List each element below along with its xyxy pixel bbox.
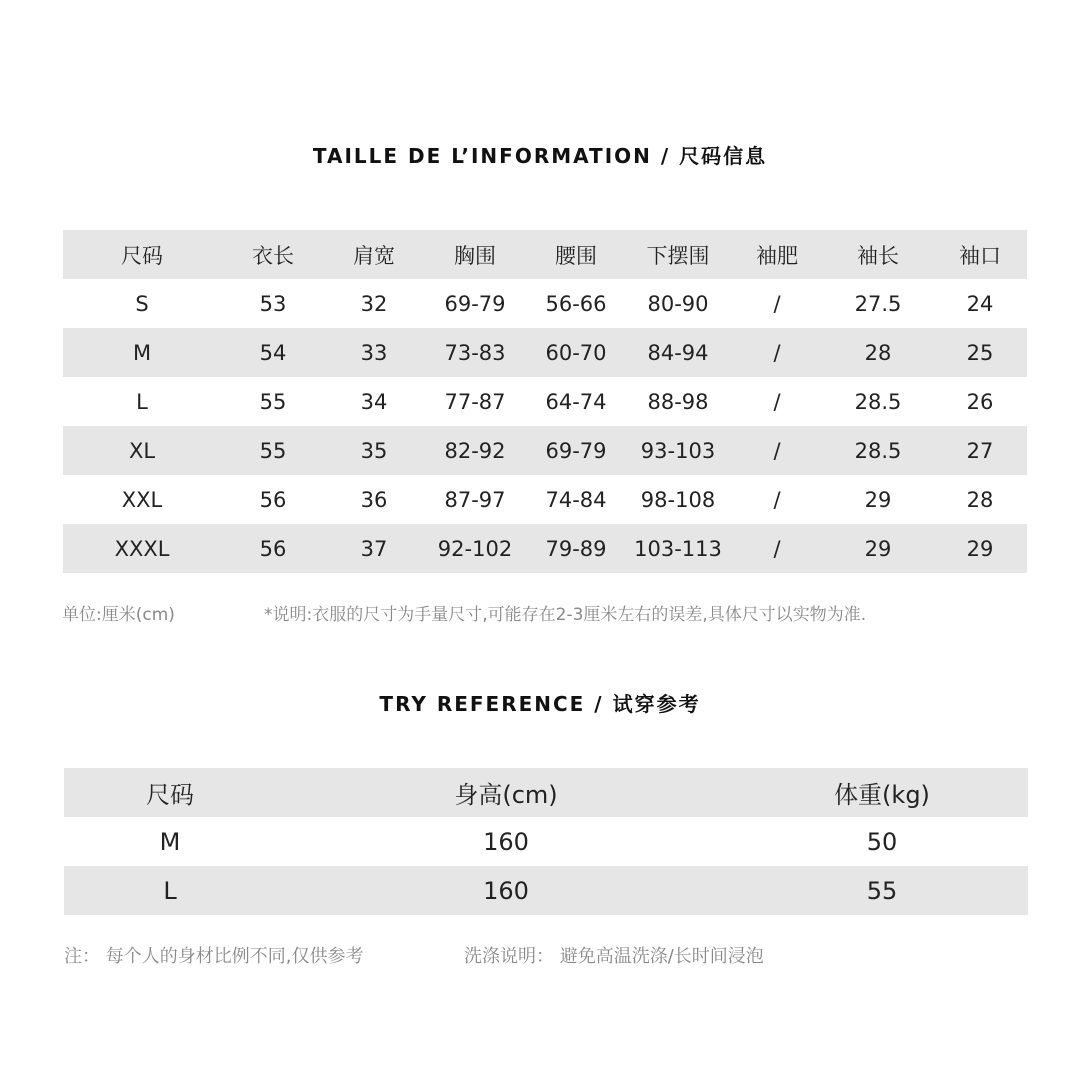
table-cell: 27.5 [854,291,902,316]
header-cell: 袖口 [933,230,1027,279]
table-cell: 55 [221,426,325,475]
table-cell: 37 [325,524,423,573]
table-cell: 73-83 [423,328,527,377]
table-cell: 28.5 [823,426,933,475]
table-cell: 34 [360,389,388,414]
table-cell: 56 [259,487,287,512]
table-cell: 28 [823,328,933,377]
table-cell: 69-79 [527,426,625,475]
try-reference-title: TRY REFERENCE / 试穿参考 [379,692,701,716]
table-cell: 28 [966,487,994,512]
header-cell: 肩宽 [325,230,423,279]
table-cell: 33 [325,328,423,377]
table-cell: 64-74 [545,389,607,414]
table-cell: 80-90 [647,291,709,316]
table-cell: 28.5 [854,389,902,414]
table-row [63,279,1027,328]
size-info-title: TAILLE DE L’INFORMATION / 尺码信息 [312,144,768,168]
table-cell: 54 [221,328,325,377]
table-cell: 29 [933,524,1027,573]
table-cell: 93-103 [625,426,731,475]
header-cell: 尺码 [64,768,276,817]
header-cell: 袖肥 [731,230,823,279]
table-cell: 160 [276,866,736,915]
table-cell: XXL [121,487,163,512]
table-cell: 56-66 [545,291,607,316]
table-cell: 29 [864,487,892,512]
measurement-disclaimer: *说明:衣服的尺寸为手量尺寸,可能存在2-3厘米左右的误差,具体尺寸以实物为准. [264,605,867,625]
table-cell: 79-89 [527,524,625,573]
table-cell: / [731,328,823,377]
table-cell: 77-87 [444,389,506,414]
table-cell: 26 [966,389,994,414]
header-cell: 衣长 [221,230,325,279]
table-cell: 32 [360,291,388,316]
table-cell: 87-97 [444,487,506,512]
header-cell: 身高(cm) [276,768,736,817]
table-cell: / [773,389,781,414]
table-row [64,866,1028,915]
header-cell: 袖长 [823,230,933,279]
table-cell: M [159,827,181,856]
table-cell: XL [63,426,221,475]
table-cell: 24 [966,291,994,316]
table-cell: 82-92 [423,426,527,475]
table-cell: 55 [259,389,287,414]
table-row [63,426,1027,475]
table-cell: 103-113 [625,524,731,573]
table-cell: XXXL [63,524,221,573]
table-cell: L [136,389,148,414]
table-row [64,817,1028,866]
header-cell: 下摆围 [625,230,731,279]
table-cell: M [63,328,221,377]
table-row [63,377,1027,426]
try-reference-table [64,768,1028,915]
table-row [63,524,1027,573]
table-cell: 29 [823,524,933,573]
table-cell: 56 [221,524,325,573]
table-cell: / [773,487,781,512]
try-table-header [64,768,1028,817]
table-row [63,328,1027,377]
header-cell: 腰围 [527,230,625,279]
size-table [63,230,1027,573]
table-cell: / [731,426,823,475]
table-cell: / [731,524,823,573]
table-cell: 98-108 [640,487,716,512]
table-cell: 60-70 [527,328,625,377]
fit-note: 注： 每个人的身材比例不同,仅供参考 [64,946,364,967]
table-cell: S [135,291,149,316]
table-row [63,475,1027,524]
unit-note: 单位:厘米(cm) [62,605,175,625]
table-cell: 25 [933,328,1027,377]
table-cell: 92-102 [423,524,527,573]
header-cell: 胸围 [423,230,527,279]
table-cell: 74-84 [545,487,607,512]
table-cell: L [64,866,276,915]
washing-instructions: 洗涤说明： 避免高温洗涤/长时间浸泡 [464,946,764,967]
size-table-header [63,230,1027,279]
table-cell: 53 [259,291,287,316]
table-cell: 55 [736,866,1028,915]
header-cell: 体重(kg) [736,768,1028,817]
table-cell: 36 [360,487,388,512]
table-cell: 50 [866,827,898,856]
table-cell: / [773,291,781,316]
table-cell: 27 [933,426,1027,475]
table-cell: 160 [483,827,529,856]
table-cell: 84-94 [625,328,731,377]
table-cell: 35 [325,426,423,475]
header-cell: 尺码 [63,230,221,279]
table-cell: 88-98 [647,389,709,414]
table-cell: 69-79 [444,291,506,316]
